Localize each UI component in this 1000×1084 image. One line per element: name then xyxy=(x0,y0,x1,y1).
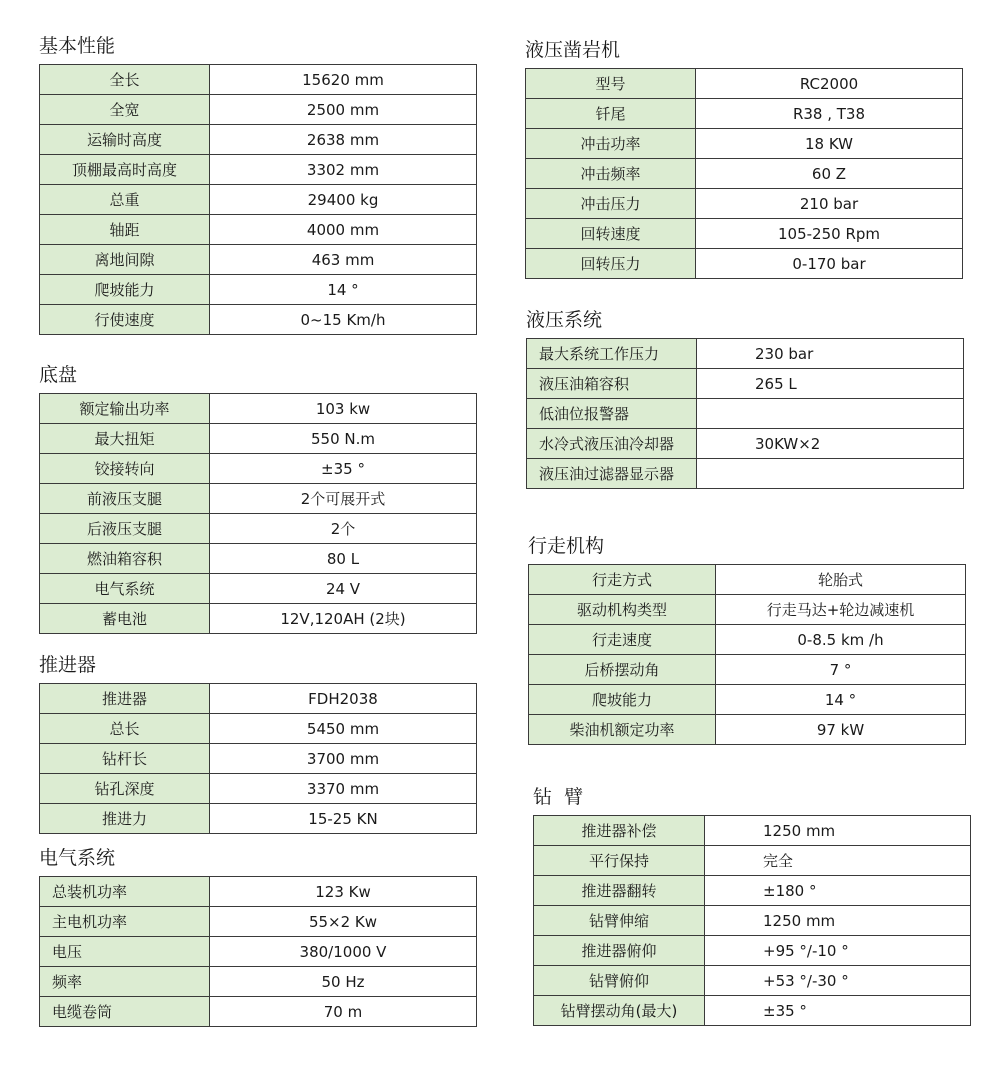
table-row xyxy=(534,966,971,996)
spec-value: 2个 xyxy=(210,514,477,544)
spec-value: 97 kW xyxy=(716,715,966,745)
table-row xyxy=(40,275,477,305)
section-electrical xyxy=(39,847,477,1027)
spec-value: 1250 mm xyxy=(705,816,971,846)
spec-value: 105-250 Rpm xyxy=(696,219,963,249)
table-row xyxy=(40,95,477,125)
table-row xyxy=(529,595,966,625)
spec-label: 全长 xyxy=(40,65,210,95)
section-hydraulic-rock-drill xyxy=(525,39,963,279)
spec-value: 15-25 KN xyxy=(210,804,477,834)
spec-label: 行走方式 xyxy=(529,565,716,595)
spec-value: 5450 mm xyxy=(210,714,477,744)
spec-label: 液压油过滤器显示器 xyxy=(527,459,697,489)
spec-table xyxy=(528,564,966,745)
spec-value xyxy=(697,399,964,429)
spec-label: 电气系统 xyxy=(40,574,210,604)
spec-label: 燃油箱容积 xyxy=(40,544,210,574)
spec-value: 24 V xyxy=(210,574,477,604)
spec-label: 额定输出功率 xyxy=(40,394,210,424)
spec-value: 0~15 Km/h xyxy=(210,305,477,335)
spec-label: 柴油机额定功率 xyxy=(529,715,716,745)
spec-value: 60 Z xyxy=(696,159,963,189)
spec-table xyxy=(525,68,963,279)
section-title: 钻 臂 xyxy=(533,786,584,808)
spec-value: 29400 kg xyxy=(210,185,477,215)
table-row xyxy=(40,714,477,744)
table-row xyxy=(40,877,477,907)
spec-label: 液压油箱容积 xyxy=(527,369,697,399)
table-row xyxy=(526,99,963,129)
spec-table xyxy=(39,64,477,335)
spec-label: 回转压力 xyxy=(526,249,696,279)
section-title: 电气系统 xyxy=(39,847,116,869)
table-row xyxy=(527,459,964,489)
table-row xyxy=(526,129,963,159)
spec-value: 14 ° xyxy=(716,685,966,715)
table-row xyxy=(40,997,477,1027)
table-row xyxy=(40,544,477,574)
table-row xyxy=(527,369,964,399)
spec-label: 离地间隙 xyxy=(40,245,210,275)
section-travel-mechanism xyxy=(528,535,966,745)
spec-label: 总重 xyxy=(40,185,210,215)
spec-value: 行走马达+轮边减速机 xyxy=(716,595,966,625)
spec-label: 爬坡能力 xyxy=(529,685,716,715)
spec-value: +95 °/-10 ° xyxy=(705,936,971,966)
spec-label: 爬坡能力 xyxy=(40,275,210,305)
spec-label: 钻杆长 xyxy=(40,744,210,774)
table-row xyxy=(40,215,477,245)
table-row xyxy=(529,715,966,745)
table-row xyxy=(40,454,477,484)
spec-value: ±180 ° xyxy=(705,876,971,906)
table-row xyxy=(40,967,477,997)
spec-label: 钻臂伸缩 xyxy=(534,906,705,936)
section-hydraulic-system xyxy=(526,309,964,489)
section-title: 行走机构 xyxy=(528,535,605,557)
table-row xyxy=(40,245,477,275)
table-row xyxy=(534,996,971,1026)
spec-label: 总长 xyxy=(40,714,210,744)
spec-value: 550 N.m xyxy=(210,424,477,454)
spec-value: 15620 mm xyxy=(210,65,477,95)
spec-label: 最大系统工作压力 xyxy=(527,339,697,369)
spec-label: 主电机功率 xyxy=(40,907,210,937)
table-row xyxy=(526,189,963,219)
table-row xyxy=(529,655,966,685)
section-feeder xyxy=(39,654,477,834)
spec-label: 总装机功率 xyxy=(40,877,210,907)
table-row xyxy=(40,684,477,714)
table-row xyxy=(40,155,477,185)
section-title: 液压系统 xyxy=(526,309,603,331)
spec-label: 频率 xyxy=(40,967,210,997)
spec-value: 2500 mm xyxy=(210,95,477,125)
table-row xyxy=(40,774,477,804)
spec-value: 14 ° xyxy=(210,275,477,305)
spec-label: 推进器 xyxy=(40,684,210,714)
spec-value: 7 ° xyxy=(716,655,966,685)
table-row xyxy=(526,69,963,99)
spec-label: 推进器补偿 xyxy=(534,816,705,846)
spec-value: R38 , T38 xyxy=(696,99,963,129)
section-title: 液压凿岩机 xyxy=(525,39,621,61)
spec-label: 行使速度 xyxy=(40,305,210,335)
spec-label: 冲击压力 xyxy=(526,189,696,219)
spec-label: 冲击功率 xyxy=(526,129,696,159)
spec-label: 推进器俯仰 xyxy=(534,936,705,966)
section-title: 底盘 xyxy=(39,364,78,386)
spec-value: ±35 ° xyxy=(705,996,971,1026)
spec-table xyxy=(526,338,964,489)
table-row xyxy=(529,625,966,655)
spec-value xyxy=(697,459,964,489)
spec-value: 0-8.5 km /h xyxy=(716,625,966,655)
spec-value: 2个可展开式 xyxy=(210,484,477,514)
section-title: 基本性能 xyxy=(39,35,116,57)
spec-label: 电压 xyxy=(40,937,210,967)
table-row xyxy=(40,937,477,967)
spec-label: 电缆卷筒 xyxy=(40,997,210,1027)
spec-table xyxy=(39,876,477,1027)
spec-value: 210 bar xyxy=(696,189,963,219)
spec-value: 2638 mm xyxy=(210,125,477,155)
table-row xyxy=(40,804,477,834)
spec-value: 3302 mm xyxy=(210,155,477,185)
spec-value: 12V,120AH (2块) xyxy=(210,604,477,634)
spec-label: 最大扭矩 xyxy=(40,424,210,454)
spec-label: 顶棚最高时高度 xyxy=(40,155,210,185)
spec-label: 型号 xyxy=(526,69,696,99)
table-row xyxy=(40,424,477,454)
table-row xyxy=(40,514,477,544)
table-row xyxy=(527,399,964,429)
spec-label: 后桥摆动角 xyxy=(529,655,716,685)
spec-value: +53 °/-30 ° xyxy=(705,966,971,996)
table-row xyxy=(534,936,971,966)
section-chassis xyxy=(39,364,477,634)
spec-label: 驱动机构类型 xyxy=(529,595,716,625)
spec-value: 70 m xyxy=(210,997,477,1027)
spec-label: 钎尾 xyxy=(526,99,696,129)
spec-label: 轴距 xyxy=(40,215,210,245)
table-row xyxy=(534,816,971,846)
spec-value: 463 mm xyxy=(210,245,477,275)
table-row xyxy=(527,429,964,459)
spec-label: 钻孔深度 xyxy=(40,774,210,804)
table-row xyxy=(40,305,477,335)
section-title: 推进器 xyxy=(39,654,97,676)
spec-value: 230 bar xyxy=(697,339,964,369)
section-basic-performance xyxy=(39,35,477,335)
spec-value: 103 kw xyxy=(210,394,477,424)
spec-value: ±35 ° xyxy=(210,454,477,484)
spec-table xyxy=(533,815,971,1026)
spec-value: 3700 mm xyxy=(210,744,477,774)
spec-value: 1250 mm xyxy=(705,906,971,936)
table-row xyxy=(534,906,971,936)
table-row xyxy=(526,249,963,279)
table-row xyxy=(526,159,963,189)
spec-value: 0-170 bar xyxy=(696,249,963,279)
spec-value: 4000 mm xyxy=(210,215,477,245)
table-row xyxy=(40,484,477,514)
spec-label: 前液压支腿 xyxy=(40,484,210,514)
spec-value: 123 Kw xyxy=(210,877,477,907)
spec-label: 行走速度 xyxy=(529,625,716,655)
spec-value: 完全 xyxy=(705,846,971,876)
spec-value: 30KW×2 xyxy=(697,429,964,459)
spec-label: 推进器翻转 xyxy=(534,876,705,906)
table-row xyxy=(40,394,477,424)
spec-label: 冲击频率 xyxy=(526,159,696,189)
spec-label: 平行保持 xyxy=(534,846,705,876)
spec-value: 380/1000 V xyxy=(210,937,477,967)
spec-value: 18 KW xyxy=(696,129,963,159)
spec-value: 3370 mm xyxy=(210,774,477,804)
spec-label: 全宽 xyxy=(40,95,210,125)
spec-label: 运输时高度 xyxy=(40,125,210,155)
table-row xyxy=(534,846,971,876)
spec-label: 蓄电池 xyxy=(40,604,210,634)
section-boom xyxy=(533,786,971,1026)
table-row xyxy=(529,565,966,595)
spec-label: 后液压支腿 xyxy=(40,514,210,544)
table-row xyxy=(40,125,477,155)
spec-value: 55×2 Kw xyxy=(210,907,477,937)
table-row xyxy=(40,907,477,937)
spec-label: 铰接转向 xyxy=(40,454,210,484)
table-row xyxy=(40,604,477,634)
spec-label: 水冷式液压油冷却器 xyxy=(527,429,697,459)
table-row xyxy=(40,574,477,604)
table-row xyxy=(526,219,963,249)
spec-value: FDH2038 xyxy=(210,684,477,714)
spec-table xyxy=(39,683,477,834)
table-row xyxy=(534,876,971,906)
table-row xyxy=(40,744,477,774)
table-row xyxy=(40,65,477,95)
table-row xyxy=(529,685,966,715)
spec-label: 推进力 xyxy=(40,804,210,834)
spec-label: 钻臂俯仰 xyxy=(534,966,705,996)
spec-table xyxy=(39,393,477,634)
spec-label: 低油位报警器 xyxy=(527,399,697,429)
table-row xyxy=(527,339,964,369)
spec-label: 钻臂摆动角(最大) xyxy=(534,996,705,1026)
spec-label: 回转速度 xyxy=(526,219,696,249)
spec-value: 80 L xyxy=(210,544,477,574)
spec-value: RC2000 xyxy=(696,69,963,99)
table-row xyxy=(40,185,477,215)
spec-value: 轮胎式 xyxy=(716,565,966,595)
spec-value: 50 Hz xyxy=(210,967,477,997)
spec-value: 265 L xyxy=(697,369,964,399)
